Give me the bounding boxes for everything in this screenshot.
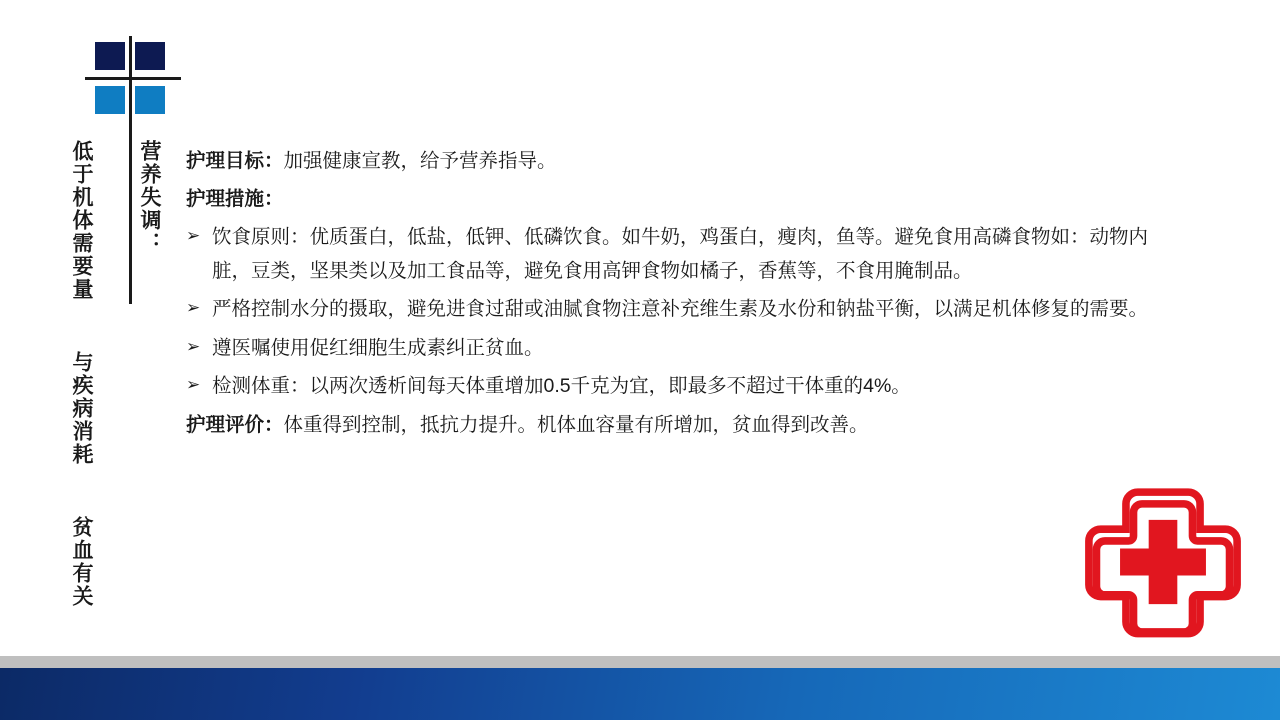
logo-block-top-right — [135, 42, 165, 70]
list-item-text: 严格控制水分的摄取，避免进食过甜或油腻食物注意补充维生素及水份和钠盐平衡，以满足机体修复的需要。 — [212, 298, 1149, 321]
arrow-bullet-icon: ➢ — [186, 336, 201, 356]
nursing-goal-text: 加强健康宣教，给予营养指导。 — [283, 150, 557, 172]
vertical-title-secondary: 低于机体需要量 与疾病消耗 贫血有关 — [70, 140, 94, 608]
logo-mark — [95, 42, 171, 116]
logo-block-bottom-right — [135, 86, 165, 114]
footer-blue-bar — [0, 668, 1280, 720]
arrow-bullet-icon: ➢ — [186, 375, 201, 395]
logo-block-top-left — [95, 42, 125, 70]
title-divider-rule — [129, 116, 132, 304]
nursing-measures-line — [186, 184, 1166, 216]
list-item-text: 遵医嘱使用促红细胞生成素纠正贫血。 — [212, 336, 544, 359]
logo-block-bottom-left — [95, 86, 125, 114]
list-item — [186, 221, 1166, 288]
list-item-text: 检测体重：以两次透析间每天体重增加0.5千克为宜，即最多不超过干体重的4%。 — [212, 375, 911, 398]
slide-body — [186, 146, 1166, 447]
arrow-bullet-icon: ➢ — [186, 226, 201, 246]
nursing-goal-label: 护理目标： — [186, 150, 284, 172]
nursing-evaluation-line — [186, 410, 1166, 442]
logo-cross-vertical — [129, 36, 132, 124]
logo-cross-horizontal — [85, 77, 181, 80]
arrow-bullet-icon: ➢ — [186, 298, 201, 318]
vertical-title-primary: 营养失调： — [138, 140, 162, 255]
measures-list — [186, 221, 1166, 404]
medical-cross-icon — [1078, 482, 1248, 642]
nursing-evaluation-label: 护理评价： — [186, 413, 284, 436]
list-item — [186, 370, 1166, 404]
list-item-text: 饮食原则：优质蛋白，低盐，低钾、低磷饮食。如牛奶，鸡蛋白，瘦肉，鱼等。避免食用高磷食物如：动物内脏，豆类，坚果类以及加工食品等，避免食用高钾食物如橘子，香蕉等，不食用腌制品。 — [212, 226, 1149, 282]
footer-gray-bar — [0, 656, 1280, 668]
nursing-goal-line — [186, 146, 1166, 178]
nursing-measures-label: 护理措施： — [186, 187, 284, 210]
list-item — [186, 332, 1166, 366]
list-item — [186, 293, 1166, 327]
nursing-evaluation-text: 体重得到控制，抵抗力提升。机体血容量有所增加，贫血得到改善。 — [283, 413, 869, 436]
